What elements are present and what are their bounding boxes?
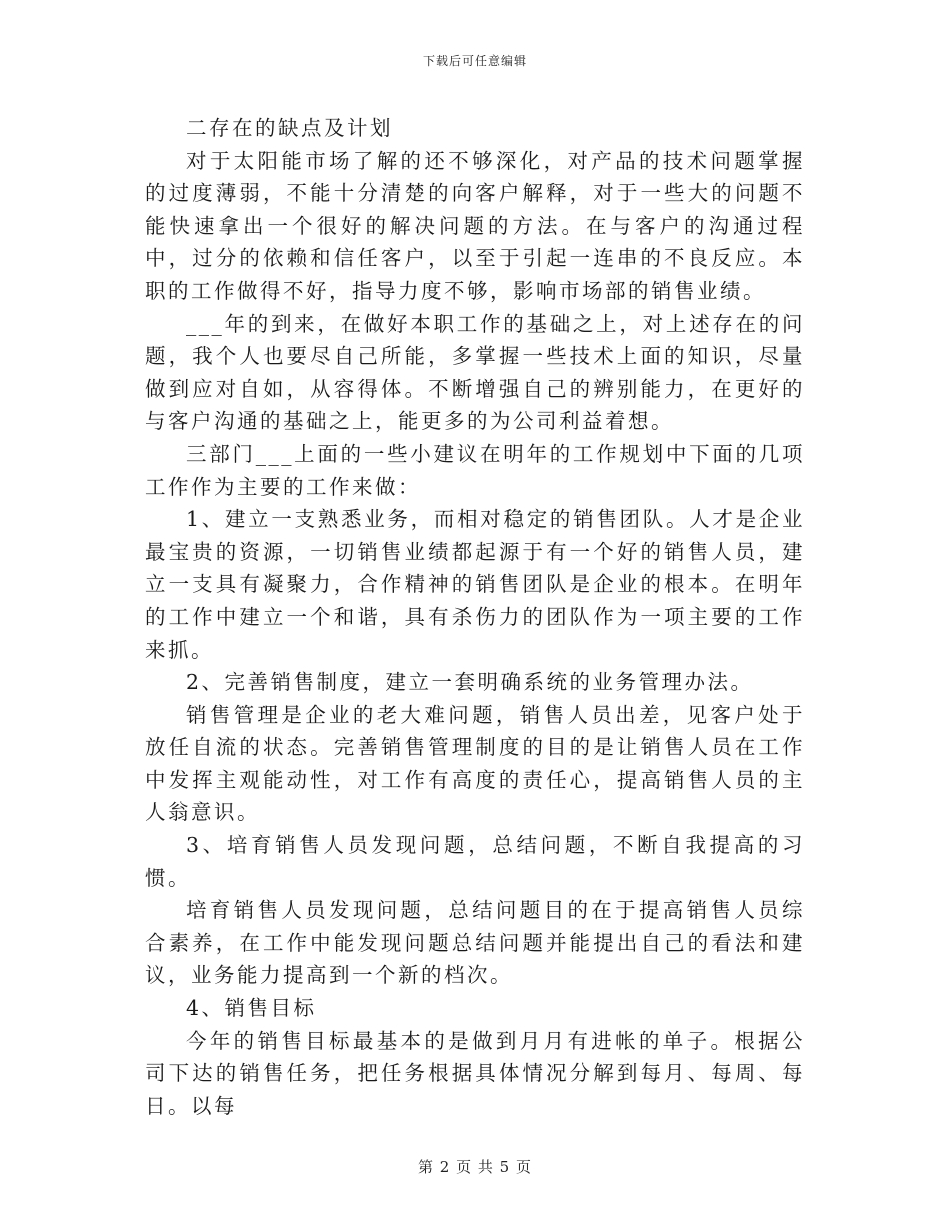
paragraph-sales-target-detail: 今年的销售目标最基本的是做到月月有进帐的单子。根据公司下达的销售任务，把任务根据具体情况分解到每月、每周、每日。以每: [145, 1028, 805, 1118]
item-4-sales-target: 4、销售目标: [186, 996, 317, 1021]
page-header: 下载后可任意编辑: [422, 54, 527, 68]
paragraph-market-understanding: 对于太阳能市场了解的还不够深化，对产品的技术问题掌握的过度薄弱，不能十分清楚的向客户解释，对于一些大的问题不能快速拿出一个很好的解决问题的方法。在与客户的沟通过程中，过分的依赖和信任客户，以至于引起一连串的不良反应。本职的工作做得不好，指导力度不够，影响市场部的销售业绩。: [145, 148, 805, 303]
section-heading-shortcomings: 二存在的缺点及计划: [186, 116, 393, 140]
page-footer: 第 2 页 共 5 页: [418, 1158, 532, 1176]
item-1-sales-team: 1、建立一支熟悉业务，而相对稳定的销售团队。人才是企业最宝贵的资源，一切销售业绩都起源于有一个好的销售人员，建立一支具有凝聚力，合作精神的销售团队是企业的根本。在明年的工作中建立一个和谐，具有杀伤力的团队作为一项主要的工作来抓。: [145, 507, 805, 662]
paragraph-sales-management: 销售管理是企业的老大难问题，销售人员出差，见客户处于放任自流的状态。完善销售管理制度的目的是让销售人员在工作中发挥主观能动性，对工作有高度的责任心，提高销售人员的主人翁意识。: [145, 702, 805, 825]
paragraph-year-plan: ___年的到来，在做好本职工作的基础之上，对上述存在的问题，我个人也要尽自己所能，多掌握一些技术上面的知识，尽量做到应对自如，从容得体。不断增强自己的辨别能力，在更好的与客户沟通的基础之上，能更多的为公司利益着想。: [145, 311, 805, 434]
item-3-problem-habits: 3、培育销售人员发现问题，总结问题，不断自我提高的习惯。: [145, 833, 805, 890]
document-body: [145, 112, 805, 1122]
item-2-sales-system: 2、完善销售制度，建立一套明确系统的业务管理办法。: [186, 670, 754, 695]
paragraph-cultivate-staff: 培育销售人员发现问题，总结问题目的在于提高销售人员综合素养，在工作中能发现问题总结问题并能提出自己的看法和建议，业务能力提高到一个新的档次。: [145, 898, 805, 988]
section-heading-department-suggestions: 三部门___上面的一些小建议在明年的工作规划中下面的几项工作作为主要的工作来做：: [145, 441, 805, 499]
